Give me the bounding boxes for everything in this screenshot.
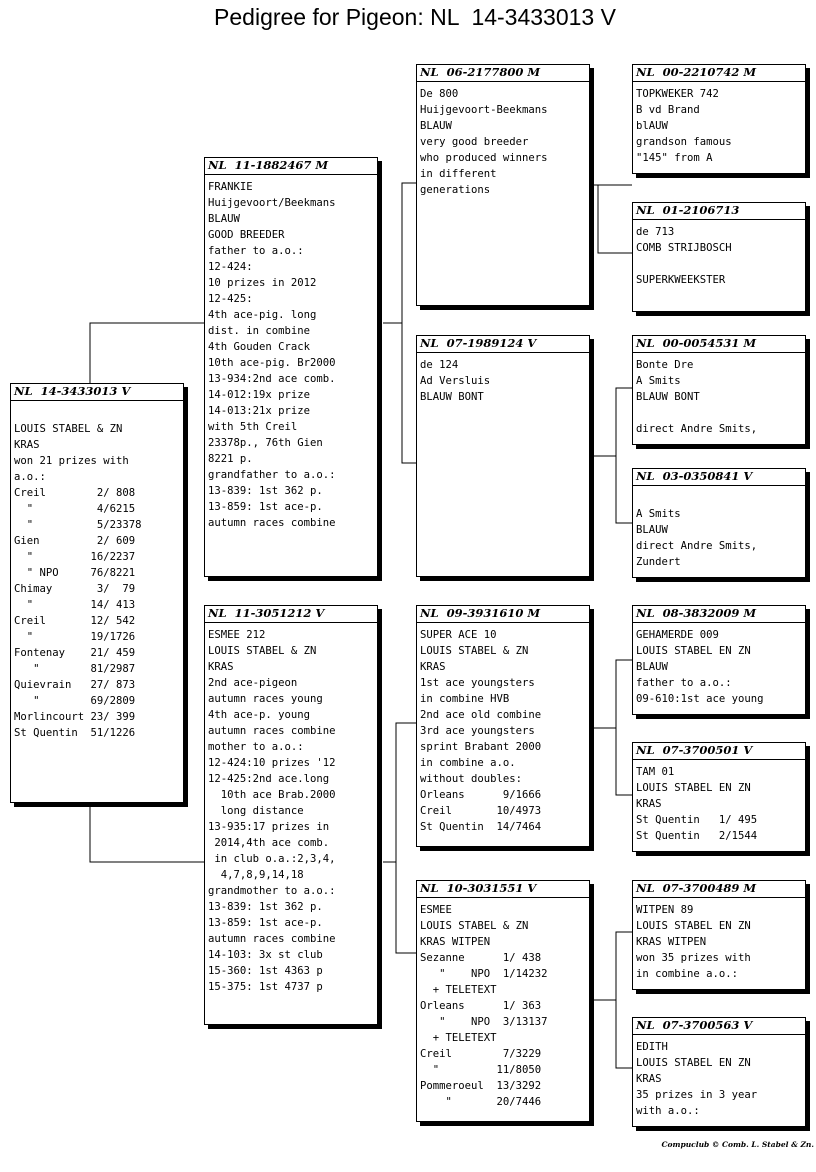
pigeon-card-sire xyxy=(204,157,378,577)
pigeon-card-dam-sire-dam xyxy=(632,742,806,852)
pigeon-details: ESMEE 212 LOUIS STABEL & ZN KRAS 2nd ace-pigeon autumn races young 4th ace-p. young autumn races combine mother to a.o.: 12-424:10 prizes '12 12-425:2nd ace.long 10th ace Brab.2000 long distance 13-935:17 prizes in 2014,4th ace comb. in club o.a.:2,3,4, 4,7,8,9,14,18 grandmother to a.o.: 13-839: 1st 362 p. 13-859: 1st ace-p. autumn races combine 14-103: 3x st club 15-360: 1st 4363 p 15-375: 1st 4737 p xyxy=(208,629,336,993)
ring-number: NL 11-1882467 M xyxy=(205,158,377,175)
pigeon-details: de 124 Ad Versluis BLAUW BONT xyxy=(420,359,491,403)
pigeon-card-dam-dam xyxy=(416,880,590,1122)
ring-number: NL 06-2177800 M xyxy=(417,65,589,82)
pigeon-details: GEHAMERDE 009 LOUIS STABEL EN ZN BLAUW father to a.o.: 09-610:1st ace young xyxy=(636,629,764,705)
pigeon-card-sire-dam-sire xyxy=(632,335,806,445)
ring-number: NL 00-0054531 M xyxy=(633,336,805,353)
ring-number: NL 14-3433013 V xyxy=(11,384,183,401)
pigeon-details: SUPER ACE 10 LOUIS STABEL & ZN KRAS 1st ace youngsters in combine HVB 2nd ace old combine 3rd ace youngsters sprint Brabant 2000 in combine a.o. without doubles: Orleans 9/1666 Creil 10/4973 St Quentin 14/7464 xyxy=(420,629,542,833)
ring-number: NL 11-3051212 V xyxy=(205,606,377,623)
ring-number: NL 00-2210742 M xyxy=(633,65,805,82)
pigeon-card-sire-dam-dam xyxy=(632,468,806,578)
pigeon-card-subject xyxy=(10,383,184,803)
pigeon-card-dam-sire-sire xyxy=(632,605,806,715)
pigeon-card-sire-sire-dam xyxy=(632,202,806,312)
pigeon-details: FRANKIE Huijgevoort/Beekmans BLAUW GOOD BREEDER father to a.o.: 12-424: 10 prizes in 2012 12-425: 4th ace-pig. long dist. in combine 4th Gouden Crack 10th ace-pig. Br2000 13-934:2nd ace comb. 14-012:19x prize 14-013:21x prize with 5th Creil 23378p., 76th Gien 8221 p. grandfather to a.o.: 13-839: 1st 362 p. 13-859: 1st ace-p. autumn races combine xyxy=(208,181,336,529)
ring-number: NL 07-3700563 V xyxy=(633,1018,805,1035)
pigeon-details: ESMEE LOUIS STABEL & ZN KRAS WITPEN Sezanne 1/ 438 " NPO 1/14232 + TELETEXT Orleans 1/ 363 " NPO 3/13137 + TELETEXT Creil 7/3229 " 11/8050 Pommeroeul 13/3292 " 20/7446 xyxy=(420,904,548,1108)
ring-number: NL 01-2106713 xyxy=(633,203,805,220)
pigeon-card-sire-sire xyxy=(416,64,590,306)
pigeon-details: De 800 Huijgevoort-Beekmans BLAUW very good breeder who produced winners in different generations xyxy=(420,88,548,196)
pigeon-details: de 713 COMB STRIJBOSCH SUPERKWEEKSTER xyxy=(636,226,732,286)
pigeon-details: EDITH LOUIS STABEL EN ZN KRAS 35 prizes in 3 year with a.o.: xyxy=(636,1041,758,1117)
page-title: Pedigree for Pigeon: NL 14-3433013 V xyxy=(214,4,616,30)
ring-number: NL 08-3832009 M xyxy=(633,606,805,623)
pigeon-card-dam-dam-sire xyxy=(632,880,806,990)
pigeon-card-dam-dam-dam xyxy=(632,1017,806,1127)
pigeon-card-dam xyxy=(204,605,378,1025)
pigeon-details: TAM 01 LOUIS STABEL EN ZN KRAS St Quentin 1/ 495 St Quentin 2/1544 xyxy=(636,766,758,842)
ring-number: NL 10-3031551 V xyxy=(417,881,589,898)
ring-number: NL 07-3700489 M xyxy=(633,881,805,898)
pigeon-card-sire-dam xyxy=(416,335,590,577)
copyright-footer: Compuclub © Comb. L. Stabel & Zn. xyxy=(661,1140,814,1149)
pigeon-details: LOUIS STABEL & ZN KRAS won 21 prizes with a.o.: Creil 2/ 808 " 4/6215 " 5/23378 Gien 2/ 609 " 16/2237 " NPO 76/8221 Chimay 3/ 79 " 14/ 413 Creil 12/ 542 " 19/1726 Fontenay 21/ 459 " 81/2987 Quievrain 27/ 873 " 69/2809 Morlincourt 23/ 399 St Quentin 51/1226 xyxy=(14,423,142,739)
ring-number: NL 07-1989124 V xyxy=(417,336,589,353)
ring-number: NL 03-0350841 V xyxy=(633,469,805,486)
pigeon-details: A Smits BLAUW direct Andre Smits, Zundert xyxy=(636,508,758,568)
ring-number: NL 07-3700501 V xyxy=(633,743,805,760)
ring-number: NL 09-3931610 M xyxy=(417,606,589,623)
pigeon-card-dam-sire xyxy=(416,605,590,847)
pigeon-card-sire-sire-sire xyxy=(632,64,806,174)
pigeon-details: TOPKWEKER 742 B vd Brand blAUW grandson famous "145" from A xyxy=(636,88,732,164)
pigeon-details: Bonte Dre A Smits BLAUW BONT direct Andre Smits, xyxy=(636,359,758,435)
pigeon-details: WITPEN 89 LOUIS STABEL EN ZN KRAS WITPEN won 35 prizes with in combine a.o.: xyxy=(636,904,751,980)
